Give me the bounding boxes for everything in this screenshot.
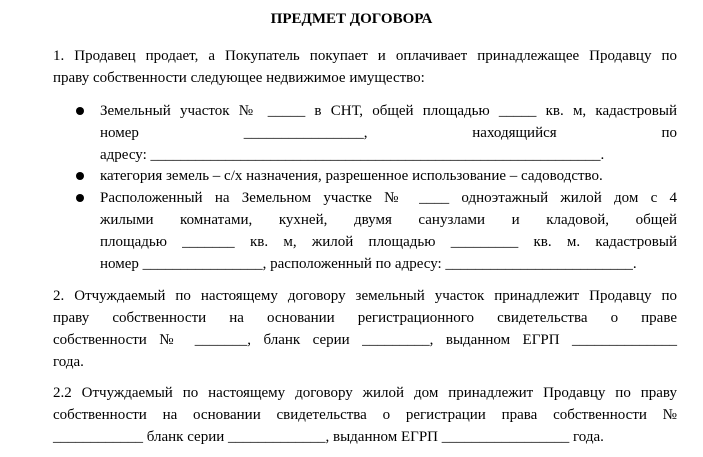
list-item-line: номер ________________, находящийся по: [100, 125, 677, 141]
section-2-2-line: 2.2 Отчуждаемый по настоящему договору жилой дом принадлежит Продавцу по праву: [53, 385, 677, 401]
bullet-icon: [76, 172, 84, 180]
section-2-line: 2. Отчуждаемый по настоящему договору земельный участок принадлежит Продавцу по: [53, 288, 677, 304]
section-2-2-line: ____________ бланк серии _____________, выданном ЕГРП _________________ года.: [53, 429, 604, 445]
list-item-line: площадью _______ кв. м, жилой площадью _________ кв. м. кадастровый: [100, 234, 677, 250]
list-item-line: Расположенный на Земельном участке № ____ одноэтажный жилой дом с 4: [100, 190, 677, 206]
list-item-line: категория земель – с/х назначения, разрешенное использование – садоводство.: [100, 168, 603, 184]
list-item-line: жилыми комнатами, кухней, двумя санузлами и кладовой, общей: [100, 212, 677, 228]
bullet-icon: [76, 107, 84, 115]
document-title: ПРЕДМЕТ ДОГОВОРА: [270, 11, 433, 27]
section-2-line: праву собственности на основании регистрационного свидетельства о праве: [53, 310, 677, 326]
list-item-line: номер ________________, расположенный по адресу: _________________________.: [100, 256, 637, 272]
section-2-line: собственности № _______, бланк серии _________, выданном ЕГРП ______________: [53, 332, 677, 348]
list-item-line: адресу: ____________________________________________________________.: [100, 147, 605, 163]
section-1-line: праву собственности следующее недвижимое имущество:: [53, 70, 425, 86]
list-item-line: Земельный участок № _____ в СНТ, общей площадью _____ кв. м, кадастровый: [100, 103, 677, 119]
section-2-line: года.: [53, 354, 84, 370]
section-2-2-line: собственности на основании свидетельства о регистрации права собственности №: [53, 407, 677, 423]
section-1-line: 1. Продавец продает, а Покупатель покупает и оплачивает принадлежащее Продавцу по: [53, 48, 677, 64]
bullet-icon: [76, 194, 84, 202]
